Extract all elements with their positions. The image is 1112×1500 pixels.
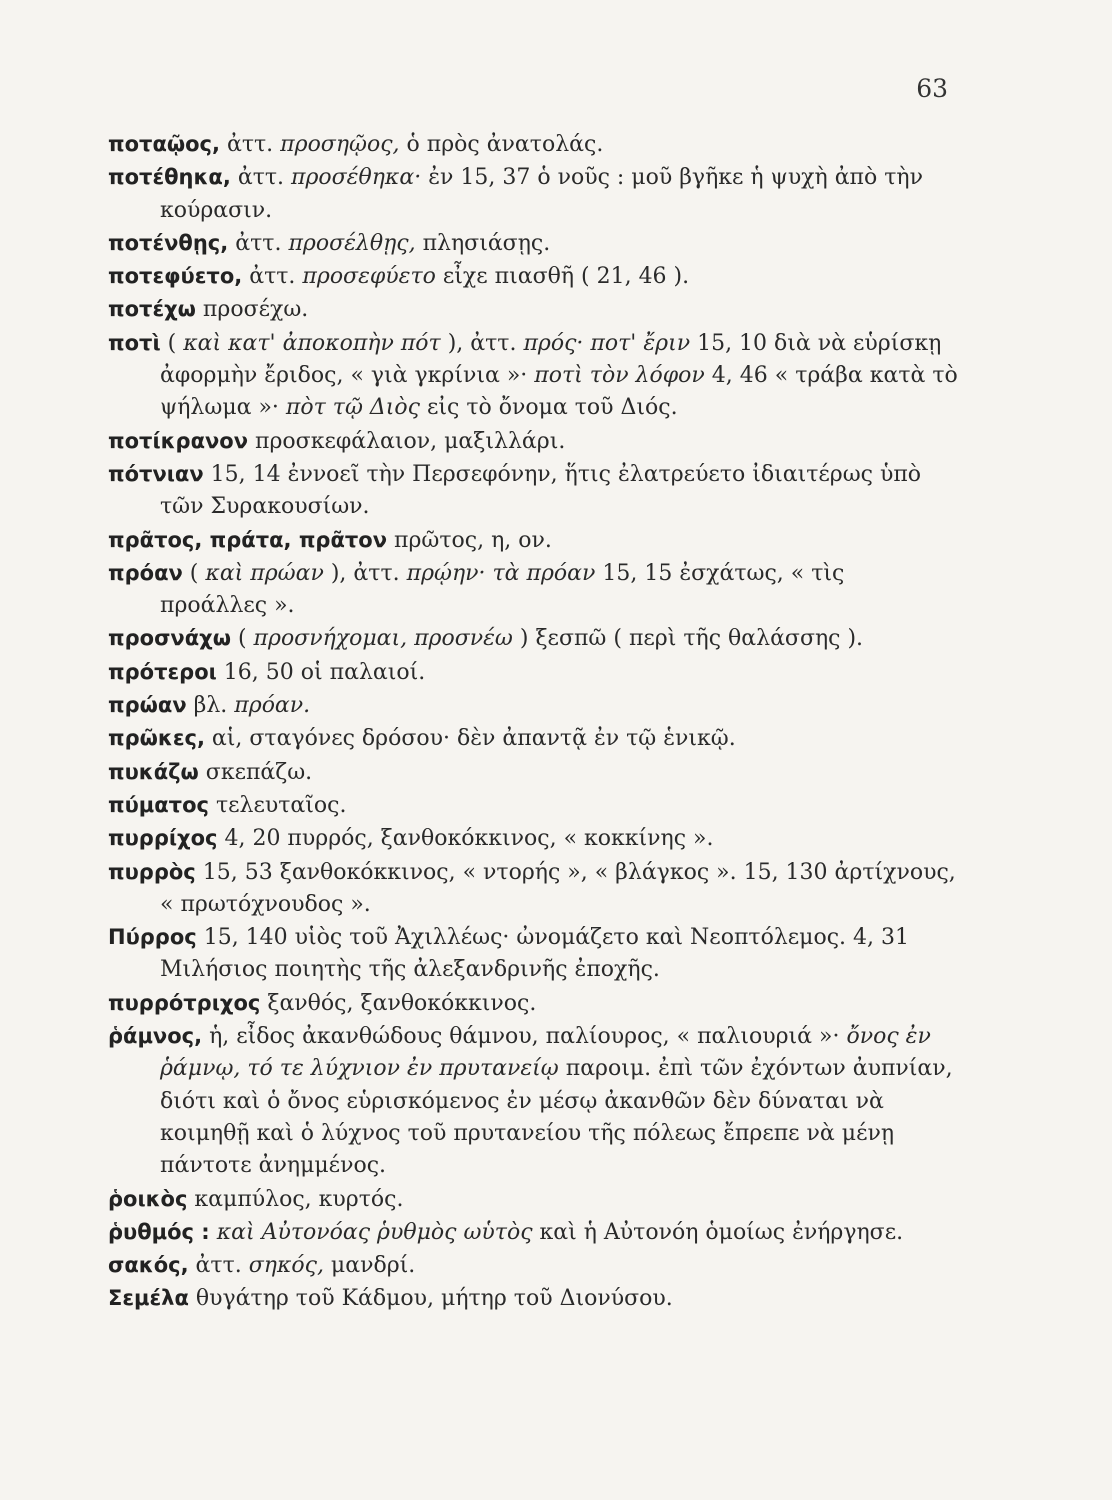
entry-text: μανδρί. [323,1253,416,1279]
entry-text: βλ. [186,693,235,719]
entry-text: ἐν 15, 37 ὁ νοῦς : μοῦ βγῆκε ἡ ψυχὴ ἀπὸ τὴν κούρασιν. [160,165,923,223]
dictionary-entry [108,1020,958,1182]
headword: πυρρὸς [108,859,196,884]
dictionary-entry [108,293,958,326]
dictionary-entry [108,822,958,855]
dictionary-entry [108,327,958,425]
dictionary-entry [108,227,958,260]
headword: Πύρρος [108,925,197,950]
entry-text: ( [182,560,206,586]
dictionary-entry [108,1282,958,1315]
entry-text: ἀττ. [219,132,281,157]
italic-text: προσνήχομαι, προσνέω [253,626,513,652]
entry-text: ( [160,330,184,356]
headword: ῥοικὸς [108,1186,188,1211]
headword: πρᾶτος, πράτα, πρᾶτον [108,527,388,552]
dictionary-entry [108,161,958,227]
italic-text: καὶ Αὐτονόας ῥυθμὸς ωὑτὸς [216,1219,533,1245]
italic-text: σηκός, [248,1253,324,1279]
entry-text: πλησιάσῃς. [415,230,551,256]
italic-text: προσεφύετο [302,264,436,290]
headword: πότνιαν [108,461,204,486]
entry-text: ( [230,626,254,652]
dictionary-entry [108,128,958,161]
italic-text: προσηῷος, [280,132,400,157]
headword: ῥυθμός : [108,1219,210,1244]
headword: ποτέθηκα, [108,165,231,190]
italic-text: προσέλθῃς, [288,230,416,256]
italic-text: καὶ πρώαν [205,560,324,586]
italic-text: πρῴην· τὰ πρόαν [406,560,596,586]
dictionary-entry [108,622,958,655]
headword: ῥάμνος, [108,1024,203,1049]
entry-text: παροιμ. ἐπὶ τῶν ἐχόντων ἀυπνίαν, διότι καὶ ὁ ὄνος εὑρισκόμενος ἐν μέσῳ ἀκανθῶν δὲν δύναται νὰ κοιμηθῇ καὶ ὁ λύχνος τοῦ πρυτανείου τῆς πόλεως ἔπρεπε νὰ μένῃ πάντοτε ἀνημμένος. [160,1056,953,1179]
headword: πρώαν [108,693,187,718]
headword: πυρρίχος [108,826,218,851]
headword: πυρρότριχος [108,990,261,1015]
entry-text: καὶ ἡ Αὐτονόη ὁμοίως ἐνήργησε. [532,1219,904,1245]
entry-text: σκεπάζω. [198,759,313,785]
page-number: 63 [916,74,948,103]
entry-text: εἶχε πιασθῆ ( 21, 46 ). [435,264,690,290]
entry-text: ἀττ. [188,1253,249,1279]
headword: πρότεροι [108,659,217,684]
dictionary-entry [108,1216,958,1249]
entry-text: 15, 140 υἱὸς τοῦ Ἀχιλλέως· ὠνομάζετο καὶ Νεοπτόλεμος. 4, 31 Μιλήσιος ποιητὴς τῆς ἀλεξανδρινῆς ἐποχῆς. [160,925,909,983]
italic-text: ποτὶ τὸν λόφον [534,363,705,389]
entry-text: προσέχω. [195,297,309,323]
headword: ποτὶ [108,330,161,355]
headword: πρόαν [108,560,183,585]
headword: πύματος [108,792,209,817]
headword: ποτίκρανον [108,428,249,453]
entry-text: 15, 14 ἐννοεῖ τὴν Περσεφόνην, ἥτις ἐλατρεύετο ἰδιαιτέρως ὑπὸ τῶν Συρακουσίων. [160,461,922,520]
headword: σακός, [108,1253,189,1278]
entry-text: προσκεφάλαιον, μαξιλλάρι. [248,428,566,454]
headword: πρῶκες, [108,726,205,751]
dictionary-entry [108,524,958,557]
entry-text: εἰς τὸ ὄνομα τοῦ Διός. [419,395,678,421]
italic-text: προσέθηκα· [291,165,422,191]
headword: ποτεφύετο, [108,264,243,289]
entry-text: 16, 50 οἱ παλαιοί. [216,659,426,685]
dictionary-entry [108,856,958,922]
dictionary-entry [108,921,958,987]
dictionary-entry [108,425,958,458]
entry-text: 15, 15 ἐσχάτως, « τὶς προάλλες ». [160,560,845,619]
dictionary-entry [108,722,958,755]
entry-text: ), ἀττ. [323,560,407,586]
dictionary-entry [108,458,958,524]
dictionary-entries [108,128,958,1316]
entry-text: καμπύλος, κυρτός. [187,1186,404,1212]
entry-text [210,1220,217,1245]
entry-text: 4, 46 « τράβα κατὰ τὸ ψήλωμα »· [160,363,958,421]
entry-text: ὁ πρὸς ἀνατολάς. [399,132,604,157]
entry-text: ἀττ. [242,264,303,290]
entry-text: ἀττ. [228,230,289,256]
entry-text: 4, 20 πυρρός, ξανθοκόκκινος, « κοκκίνης ». [217,826,714,852]
entry-text: 15, 10 διὰ νὰ εὑρίσκῃ ἀφορμὴν ἔριδος, « γιὰ γκρίνια »· [160,330,942,389]
dictionary-entry [108,1183,958,1216]
headword: Σεμέλα [108,1286,189,1311]
headword: ποτέχω [108,297,196,322]
entry-text: πρῶτος, η, ον. [387,527,552,553]
headword: ποταῷος, [108,132,220,156]
entry-text: ) ξεσπῶ ( περὶ τῆς θαλάσσης ). [512,626,864,652]
italic-text: πρόαν. [234,693,311,719]
entry-text: ), ἀττ. [440,330,524,356]
dictionary-entry [108,260,958,293]
dictionary-entry [108,689,958,722]
dictionary-entry [108,789,958,822]
entry-text: ξανθός, ξανθοκόκκινος. [260,990,537,1016]
italic-text: καὶ κατ' ἀποκοπὴν πότ [183,330,441,356]
headword: πυκάζω [108,759,199,784]
italic-text: ὄνος ἐν ῥάμνῳ, τό τε λύχνιον ἐν πρυτανείῳ [160,1024,931,1082]
italic-text: πρός· ποτ' ἔριν [523,330,691,356]
dictionary-entry [108,656,958,689]
entry-text: ἀττ. [230,165,292,191]
italic-text: πὸτ τῷ Διὸς [285,395,420,421]
headword: ποτένθῃς, [108,230,229,255]
entry-text: αἱ, σταγόνες δρόσου· δὲν ἀπαντᾷ ἐν τῷ ἑνικῷ. [204,726,736,752]
dictionary-entry [108,1249,958,1282]
entry-text: θυγάτηρ τοῦ Κάδμου, μήτηρ τοῦ Διονύσου. [188,1286,673,1312]
headword: προσνάχω [108,626,231,651]
dictionary-entry [108,557,958,623]
entry-text: τελευταῖος. [208,792,347,818]
dictionary-entry [108,756,958,789]
dictionary-entry [108,987,958,1020]
entry-text: 15, 53 ξανθοκόκκινος, « ντορής », « βλάγκος ». 15, 130 ἀρτίχνους, « πρωτόχνουδος ». [160,859,956,917]
entry-text: ἡ, εἶδος ἀκανθώδους θάμνου, παλίουρος, « παλιουριά »· [202,1024,847,1050]
